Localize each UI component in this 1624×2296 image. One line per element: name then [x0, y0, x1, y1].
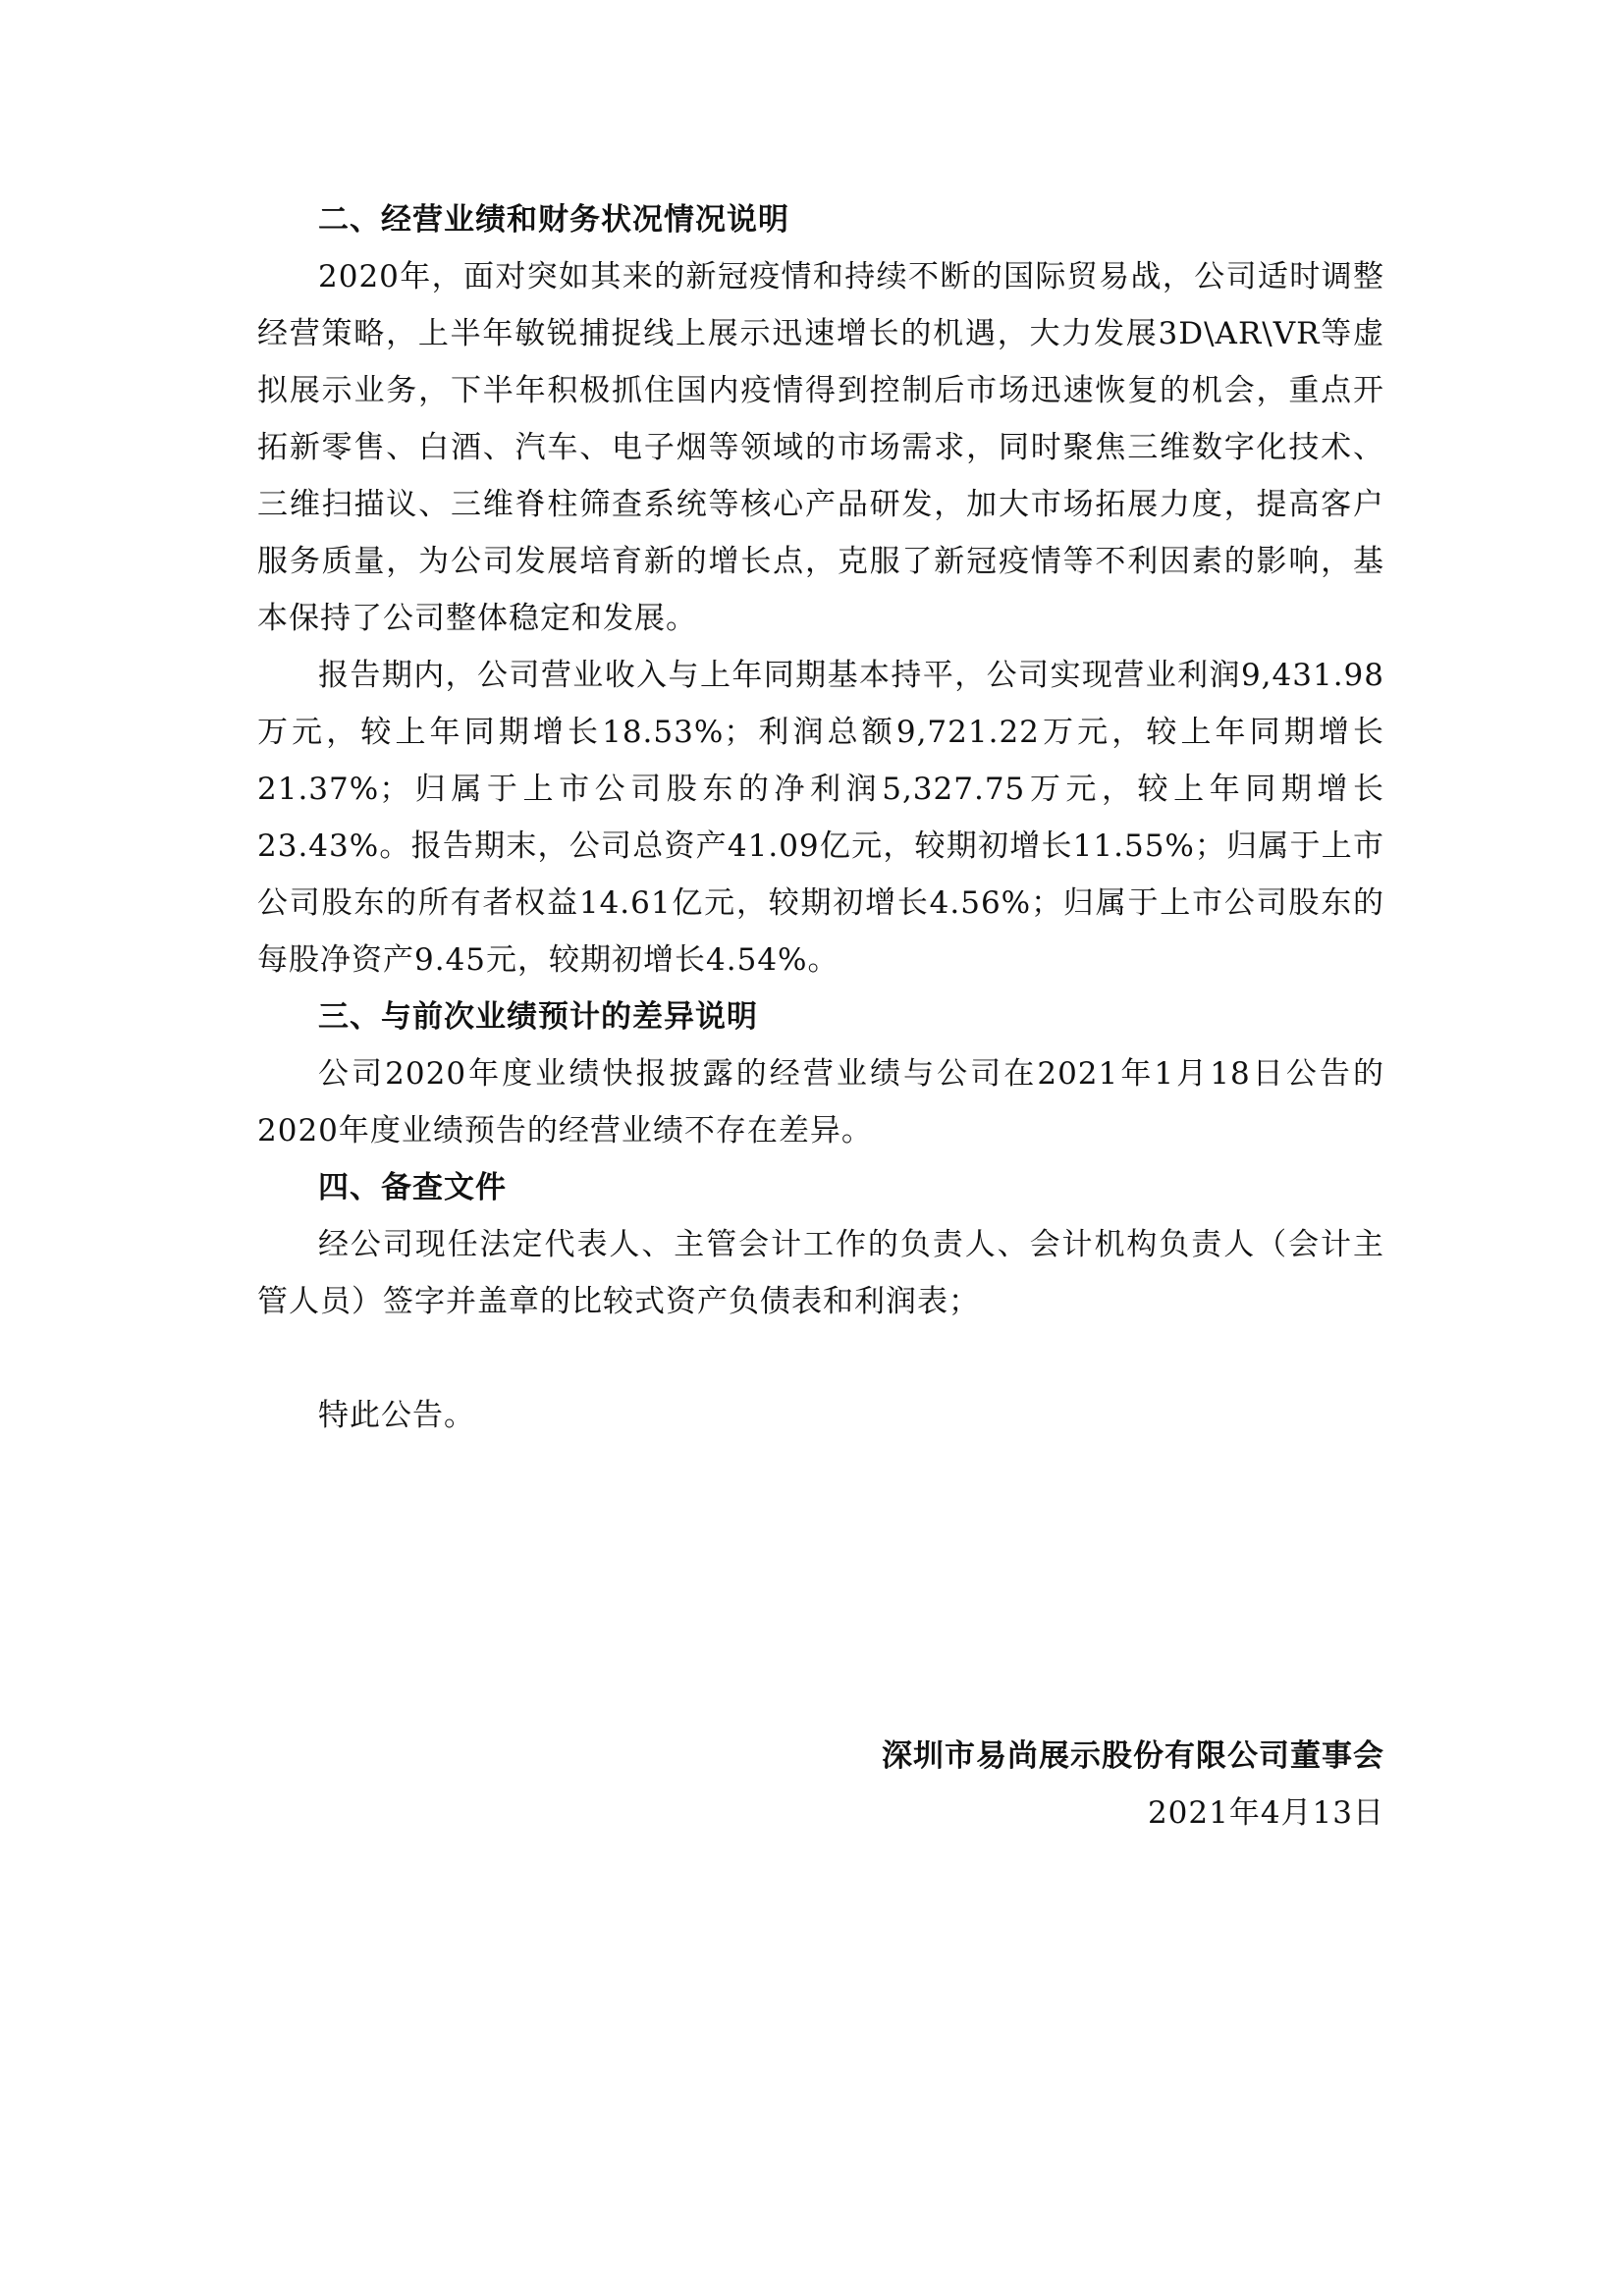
paragraph-forecast-difference: 公司2020年度业绩快报披露的经营业绩与公司在2021年1月18日公告的2020年度业绩预告的经营业绩不存在差异。	[257, 1056, 1384, 1148]
closing-statement: 特此公告。	[318, 1398, 475, 1433]
signature-block	[882, 1728, 1384, 1842]
section-heading-reference-documents: 四、备查文件	[318, 1170, 507, 1205]
paragraph-reference-documents: 经公司现任法定代表人、主管会计工作的负责人、会计机构负责人（会计主管人员）签字并盖章的比较式资产负债表和利润表；	[257, 1227, 1384, 1319]
blank-line	[257, 1330, 1384, 1387]
section-heading-business-performance: 二、经营业绩和财务状况情况说明	[318, 202, 789, 238]
document-body	[257, 191, 1384, 1444]
paragraph-business-overview: 2020年，面对突如其来的新冠疫情和持续不断的国际贸易战，公司适时调整经营策略，上半年敏锐捕捉线上展示迅速增长的机遇，大力发展3D\AR\VR等虚拟展示业务，下半年积极抓住国内疫情得到控制后市场迅速恢复的机会，重点开拓新零售、白酒、汽车、电子烟等领域的市场需求，同时聚焦三维数字化技术、三维扫描议、三维脊柱筛查系统等核心产品研发，加大市场拓展力度，提高客户服务质量，为公司发展培育新的增长点，克服了新冠疫情等不利因素的影响，基本保持了公司整体稳定和发展。	[257, 259, 1384, 636]
signing-date: 2021年4月13日	[1147, 1795, 1384, 1831]
signing-board: 深圳市易尚展示股份有限公司董事会	[882, 1738, 1384, 1774]
section-heading-forecast-difference: 三、与前次业绩预计的差异说明	[318, 999, 758, 1035]
paragraph-financial-figures: 报告期内，公司营业收入与上年同期基本持平，公司实现营业利润9,431.98万元，较上年同期增长18.53%；利润总额9,721.22万元，较上年同期增长21.37%；归属于上市公司股东的净利润5,327.75万元，较上年同期增长23.43%。报告期末，公司总资产41.09亿元，较期初增长11.55%；归属于上市公司股东的所有者权益14.61亿元，较期初增长4.56%；归属于上市公司股东的每股净资产9.45元，较期初增长4.54%。	[257, 658, 1384, 978]
